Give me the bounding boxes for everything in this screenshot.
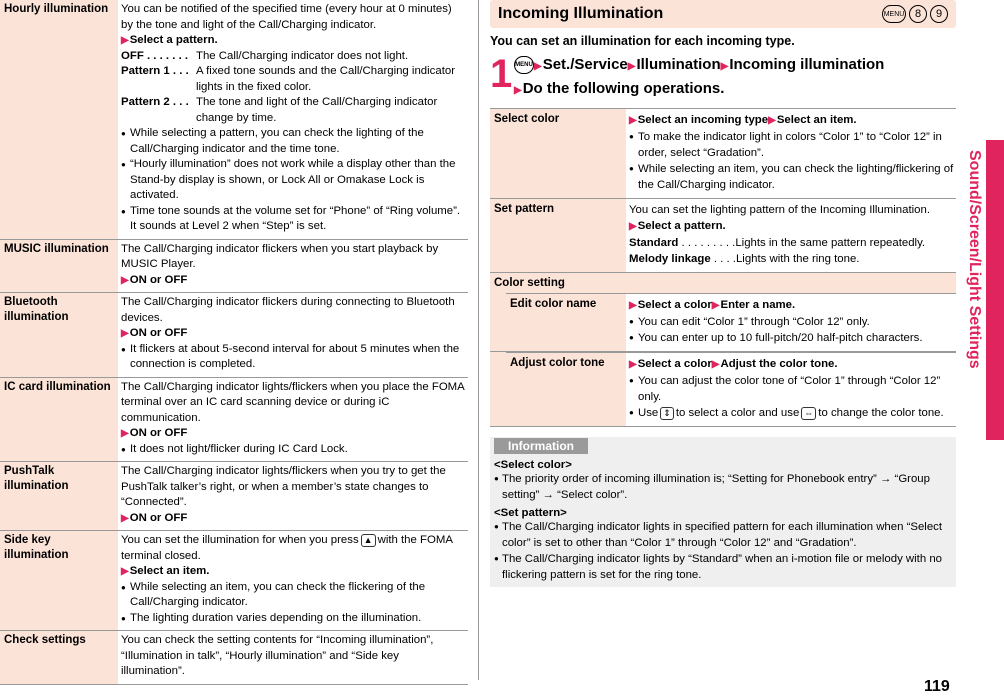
- row-label: Check settings: [0, 631, 118, 684]
- arrow-right-icon: ▶: [629, 221, 637, 232]
- section-title: Incoming Illumination: [498, 5, 664, 22]
- table-row: Side key illumination You can set the illumination for when you press ▲ with the FOMA terminal closed. ▶Select an item. ● While selecting an item, you can check the flickering of the Call/Charging indicator. ● The lighting duration varies depending on the illumination.: [0, 531, 468, 631]
- arrow-right-icon: ▶: [121, 328, 129, 339]
- column-divider: [478, 0, 479, 680]
- key-9-icon: 9: [930, 5, 948, 23]
- row-label: PushTalk illumination: [0, 462, 118, 530]
- row-label: Side key illumination: [0, 531, 118, 630]
- key-8-icon: 8: [909, 5, 927, 23]
- table-row: Hourly illumination You can be notified of the specified time (every hour at 0 minutes) by the tone and light of the Call/Charging indicator. ▶Select a pattern. OFF . . . . . . . The Call/Charging indicator does not light. Pattern 1 . . . A fixed tone sounds and the Call/Charging indicator lights in the fixed color. Pattern 2 . . . The tone and light of the Call/Charging indicator change by time. ● While selecting a pattern, you can check the lighting of the Call/Charging indicator and the time tone. ● “Hourly illumination” does not work while a display other than the Stand-by display is shown, or Lock All or Omakase Lock is activated. ● Time tone sounds at the volume set for “Phone” of “Ring volume”. It sounds at Level 2 when “Step” is set.: [0, 0, 468, 240]
- table-row: Edit color name ▶Select a color▶Enter a name. ● You can edit “Color 1” through “Color 12” only. ● You can enter up to 10 full-pitch/20 half-pitch characters.: [490, 293, 956, 352]
- page-number: 119: [924, 678, 950, 695]
- table-row: Check settings You can check the setting contents for “Incoming illumination”, “Illumination in talk”, “Hourly illumination” and “Side key illumination”.: [0, 631, 468, 685]
- side-tab-label: Sound/Screen/Light Settings: [966, 150, 983, 369]
- row-label: IC card illumination: [0, 378, 118, 462]
- row-label: Hourly illumination: [0, 0, 118, 239]
- table-row: Adjust color tone ▶Select a color▶Adjust the color tone. ● You can adjust the color tone of “Color 1” through “Color 12” only. ● Use ⇕ to select a color and use ⇔ to change the color tone.: [490, 352, 956, 427]
- arrow-right-icon: ▶: [768, 115, 776, 126]
- key-sequence: [882, 5, 948, 23]
- row-label: Color setting: [490, 273, 956, 293]
- arrow-right-icon: ▶: [627, 61, 636, 72]
- arrow-right-icon: ▶: [720, 61, 729, 72]
- table-row: Select color ▶Select an incoming type▶Select an item. ● To make the indicator light in colors “Color 1” to “Color 12” in order, select “Gradation”. ● While selecting an item, you can check the lighting/flickering of the Call/Charging indicator.: [490, 109, 956, 199]
- row-label: MUSIC illumination: [0, 240, 118, 293]
- table-row: Set pattern You can set the lighting pattern of the Incoming Illumination. ▶Select a pattern. Standard . . . . . . . . .Lights in the same pattern repeatedly. Melody linkage . . . .Lights with the ring tone.: [490, 199, 956, 273]
- arrow-right-icon: ▶: [121, 566, 129, 577]
- step-1: 1 MENU▶Set./Service▶Illumination▶Incoming illumination ▶Do the following operations.: [490, 52, 885, 97]
- arrow-right-icon: ▶: [121, 35, 129, 46]
- menu-key-icon: MENU: [514, 56, 534, 74]
- row-label: Edit color name: [506, 293, 626, 351]
- arrow-right-icon: ▶: [629, 300, 637, 311]
- left-table: [0, 0, 468, 685]
- table-row: MUSIC illumination The Call/Charging indicator flickers when you start playback by MUSIC Player. ▶ON or OFF: [0, 240, 468, 294]
- arrow-right-icon: ▶: [121, 274, 129, 286]
- left-right-key-icon: ⇔: [801, 407, 816, 420]
- table-row: PushTalk illumination The Call/Charging indicator lights/flickers when you try to get the PushTalk talker’s right, or when a member’s state changes to “Connected”. ▶ON or OFF: [0, 462, 468, 531]
- arrow-right-icon: ▶: [534, 61, 542, 72]
- row-label: Adjust color tone: [506, 352, 626, 426]
- side-tab-bar: [986, 140, 1004, 440]
- row-label: Set pattern: [490, 199, 626, 272]
- menu-key-icon: MENU: [882, 5, 906, 23]
- row-label: Bluetooth illumination: [0, 293, 118, 377]
- step-number: 1: [490, 52, 513, 96]
- incoming-illumination-section: [490, 0, 956, 587]
- information-tag: Information: [494, 438, 588, 454]
- arrow-right-icon: ▶: [711, 300, 720, 311]
- arrow-right-icon: ▶: [514, 85, 522, 96]
- operations-table: [490, 108, 956, 427]
- up-down-key-icon: ⇕: [660, 407, 674, 420]
- arrow-right-icon: ▶: [629, 359, 637, 370]
- section-intro: You can set an illumination for each incoming type.: [490, 34, 795, 48]
- section-header: [490, 0, 956, 28]
- arrow-right-icon: ▶: [121, 428, 129, 439]
- color-setting-group: [490, 273, 956, 427]
- side-key-icon: ▲: [361, 534, 376, 547]
- table-row: IC card illumination The Call/Charging indicator lights/flickers when you place the FOMA terminal over an IC card scanning device or during iC communication. ▶ON or OFF ● It does not light/flicker during IC Card Lock.: [0, 378, 468, 463]
- arrow-right-icon: ▶: [629, 115, 637, 126]
- row-label: Select color: [490, 109, 626, 198]
- arrow-right-icon: ▶: [711, 359, 720, 370]
- table-row: Bluetooth illumination The Call/Charging indicator flickers during connecting to Bluetooth devices. ▶ON or OFF ● It flickers at about 5-second interval for about 5 minutes when the connection is completed.: [0, 293, 468, 378]
- information-box: Information <Select color> ● The priority order of incoming illumination is; “Setting for Phonebook entry” → “Group setting” → “Select color”. <Set pattern> ● The Call/Charging indicator lights in specified pattern for each illumination when “Select color” is set to other than “Color 1” through “Color 12” and “Gradation”. ● The Call/Charging indicator lights by “Standard” when an i-motion file or melody with no flickering pattern is set for the ring tone.: [490, 437, 956, 587]
- arrow-right-icon: ▶: [121, 512, 129, 524]
